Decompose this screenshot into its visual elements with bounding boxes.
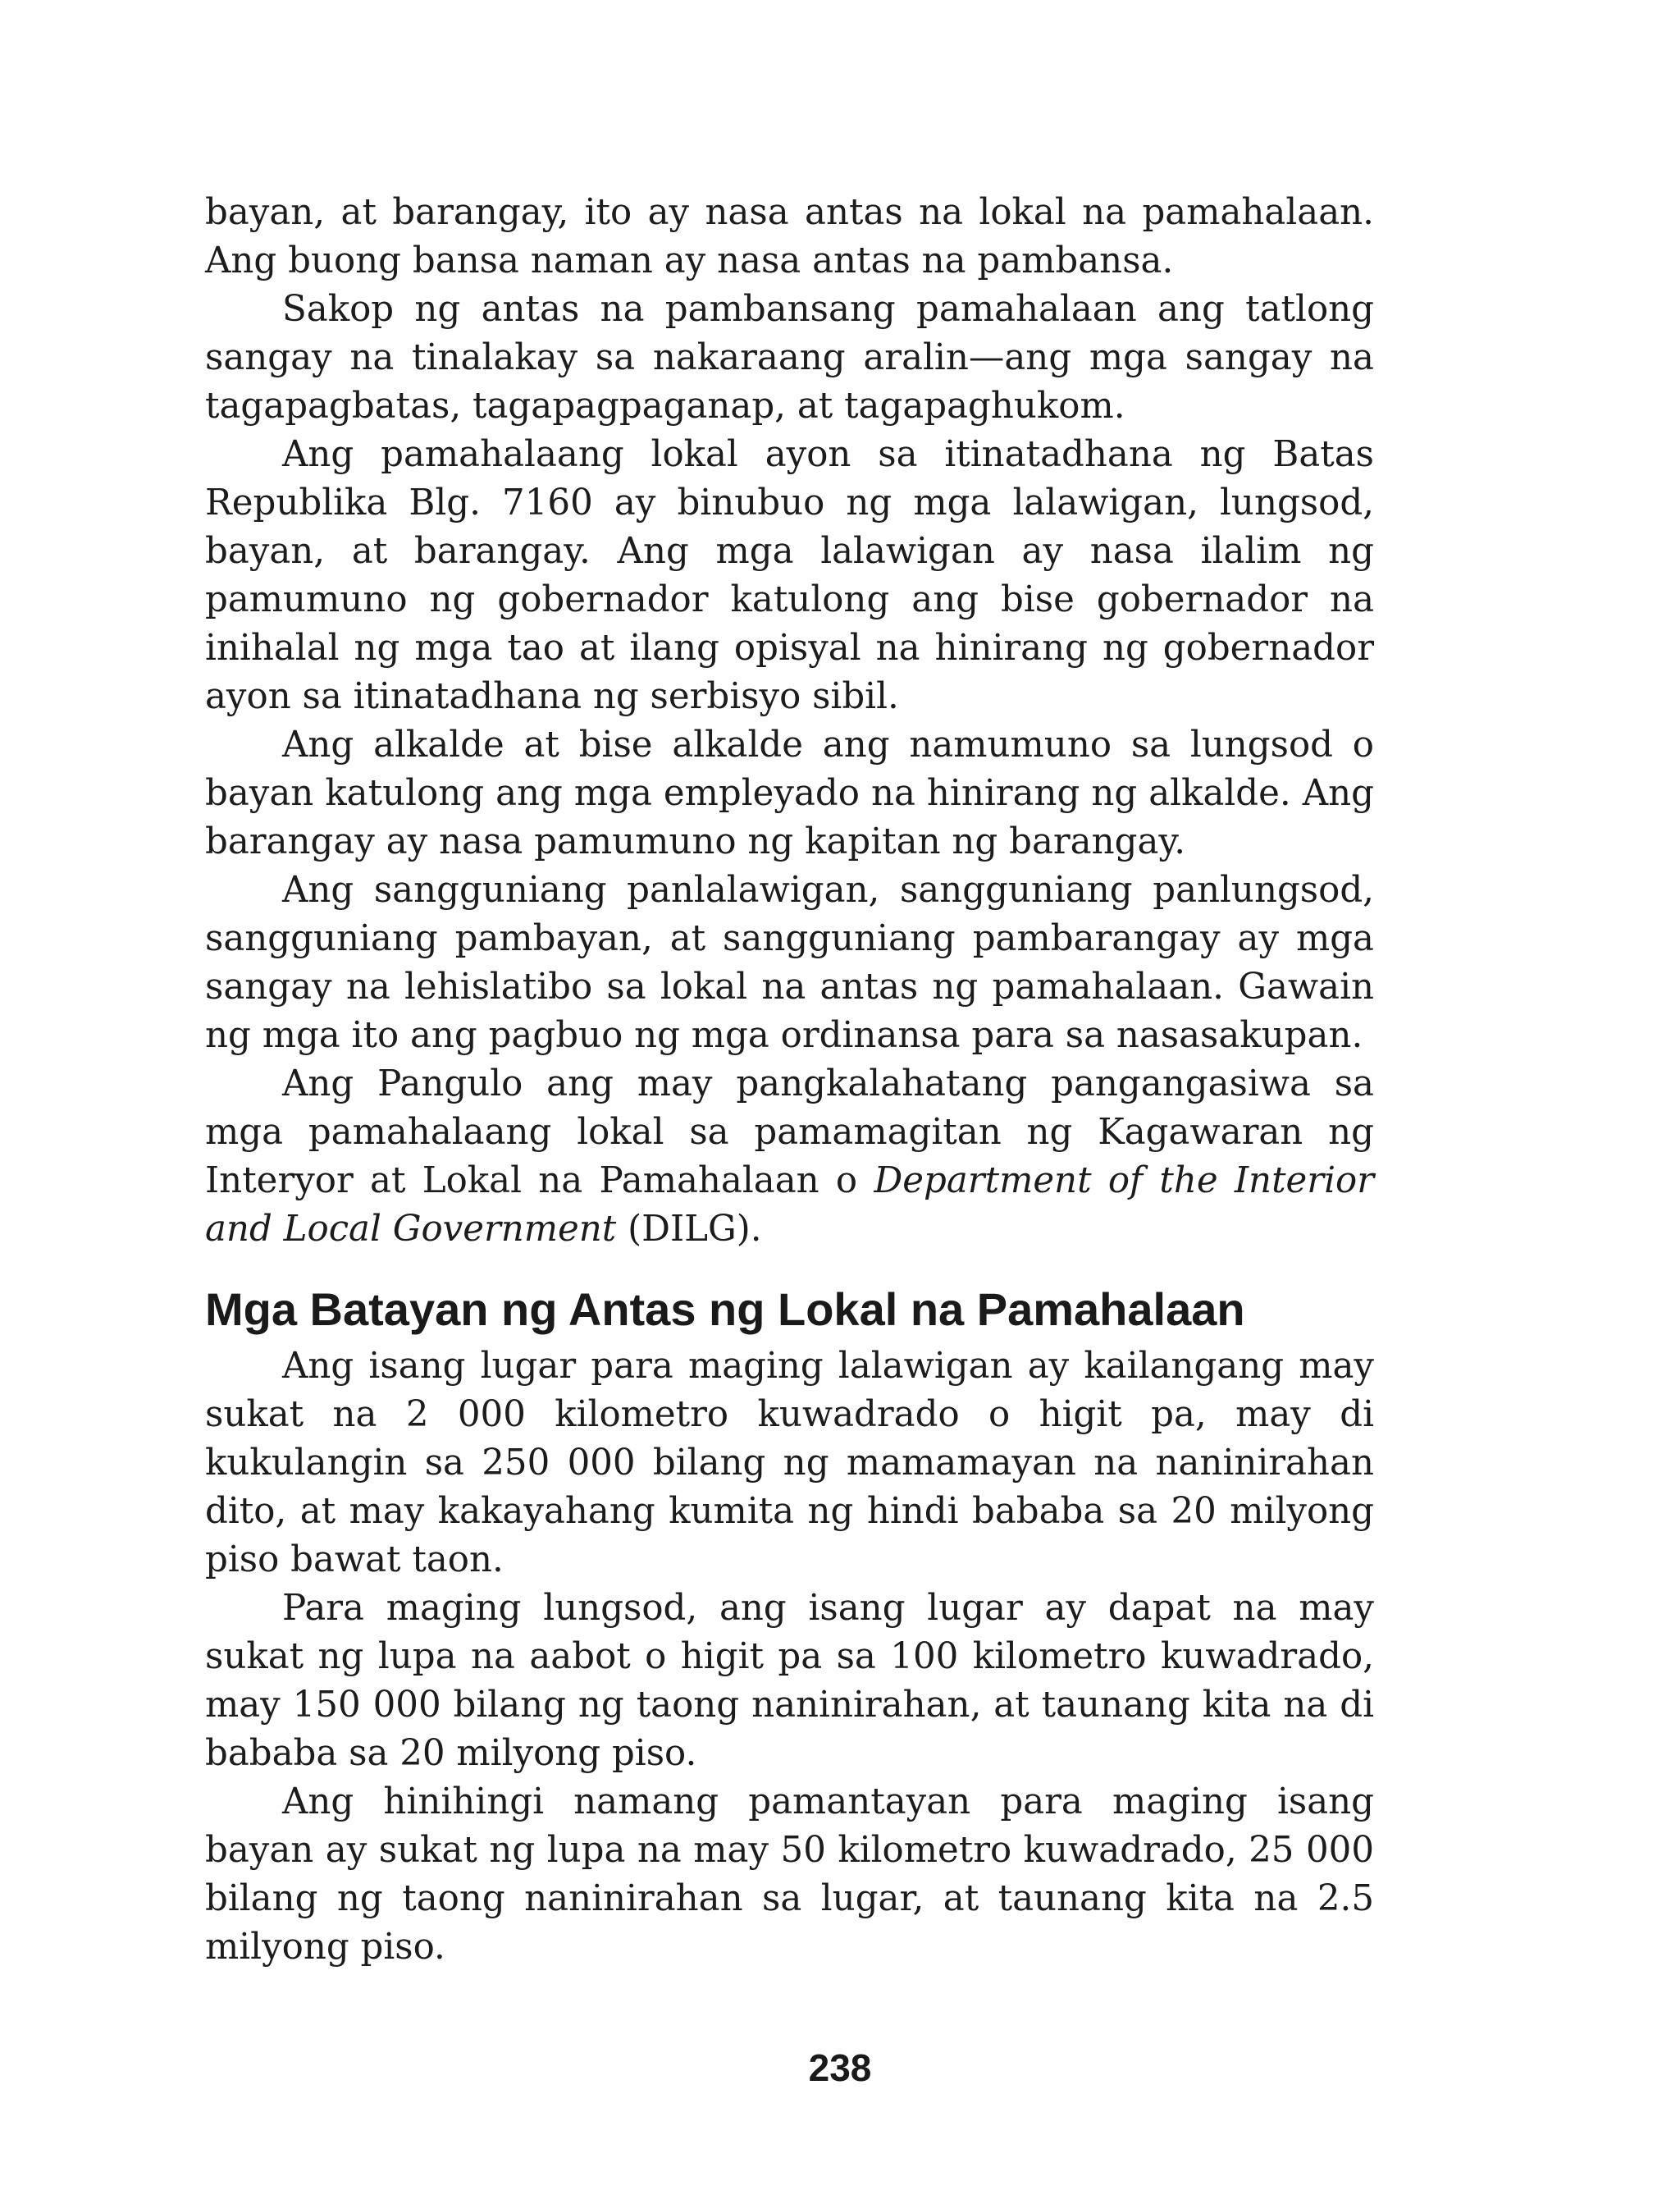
paragraph-pangulo (205, 1060, 1374, 1254)
paragraph-local-government: Ang pamahalaang lokal ayon sa itinatadhana ng Batas Republika Blg. 7160 ay binubuo ng mga lalawigan, lungsod, bayan, at barangay. Ang mga lalawigan ay nasa ilalim ng pamumuno ng gobernador katulong ang bise gobernador na inihalal ng mga tao at ilang opisyal na hinirang ng gobernador ayon sa itinatadhana ng serbisyo sibil. (205, 434, 1374, 717)
paragraph-city-criteria: Para maging lungsod, ang isang lugar ay dapat na may sukat ng lupa na aabot o higit pa sa 100 kilometro kuwadrado, may 150 000 bilang ng taong naninirahan, at taunang kita na di bababa sa 20 milyong piso. (205, 1588, 1374, 1774)
paragraph-national-level: Sakop ng antas na pambansang pamahalaan ang tatlong sangay na tinalakay sa nakaraang aralin—ang mga sangay na tagapagbatas, tagapagpaganap, at tagapaghukom. (205, 289, 1374, 427)
paragraph-continuation: bayan, at barangay, ito ay nasa antas na lokal na pamahalaan. Ang buong bansa naman ay nasa antas na pambansa. (205, 192, 1374, 281)
paragraph-province-criteria: Ang isang lugar para maging lalawigan ay kailangang may sukat na 2 000 kilometro kuwadrado o higit pa, may di kukulangin sa 250 000 bilang ng mamamayan na naninirahan dito, at may kakayahang kumita ng hindi bababa sa 20 milyong piso bawat taon. (205, 1346, 1374, 1580)
paragraph-municipality-criteria: Ang hinihingi namang pamantayan para maging isang bayan ay sukat ng lupa na may 50 kilometro kuwadrado, 25 000 bilang ng taong naninirahan sa lugar, at taunang kita na 2.5 milyong piso. (205, 1781, 1374, 1968)
paragraph-mayor: Ang alkalde at bise alkalde ang namumuno sa lungsod o bayan katulong ang mga empleyado na hinirang ng alkalde. Ang barangay ay nasa pamumuno ng kapitan ng barangay. (205, 725, 1374, 862)
section-heading: Mga Batayan ng Antas ng Lokal na Pamahalaan (205, 1283, 1245, 1335)
page-content (205, 189, 1374, 1972)
pangulo-text-after: (DILG). (616, 1209, 762, 1250)
page-number: 238 (808, 2046, 872, 2089)
pangulo-text-before: Ang Pangulo ang may pangkalahatang pangangasiwa sa mga pamahalaang lokal sa pamamagitan ng Kagawaran ng Interyor at Lokal na Pamahalaan o (205, 1063, 1374, 1201)
pangulo-italic-text: Department of the Interior and Local Government (205, 1160, 1374, 1250)
paragraph-sanggunian: Ang sangguniang panlalawigan, sangguniang panlungsod, sangguniang pambayan, at sangguniang pambarangay ay mga sangay na lehislatibo sa lokal na antas ng pamahalaan. Gawain ng mga ito ang pagbuo ng mga ordinansa para sa nasasakupan. (205, 870, 1374, 1056)
